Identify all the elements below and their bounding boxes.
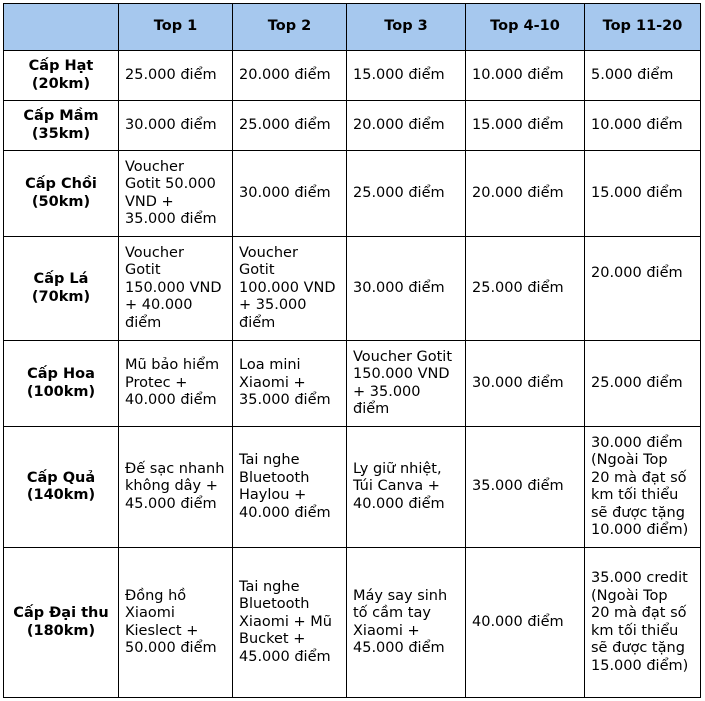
table-cell: 35.000 điểm xyxy=(466,427,585,548)
table-cell: 15.000 điểm xyxy=(347,51,466,101)
tier-label: Cấp Lá (70km) xyxy=(4,237,119,341)
tier-label: Cấp Hoa (100km) xyxy=(4,341,119,427)
table-cell: Voucher Gotit 150.000 VND + 40.000 điểm xyxy=(119,237,233,341)
table-cell: 30.000 điểm xyxy=(233,151,347,237)
table-row xyxy=(4,237,701,341)
table-row xyxy=(4,341,701,427)
header-top-4-10: Top 4-10 xyxy=(466,4,585,51)
table-cell: Tai nghe Bluetooth Xiaomi + Mũ Bucket + 45.000 điểm xyxy=(233,548,347,698)
table-cell: 30.000 điểm xyxy=(347,237,466,341)
table-cell: Ly giữ nhiệt, Túi Canva + 40.000 điểm xyxy=(347,427,466,548)
table-cell: Voucher Gotit 100.000 VND + 35.000 điểm xyxy=(233,237,347,341)
table-cell: 15.000 điểm xyxy=(466,101,585,151)
table-cell: 25.000 điểm xyxy=(466,237,585,341)
table-cell: 25.000 điểm xyxy=(585,341,701,427)
table-cell: 20.000 điểm xyxy=(347,101,466,151)
table-cell: 10.000 điểm xyxy=(466,51,585,101)
table-cell: Tai nghe Bluetooth Haylou + 40.000 điểm xyxy=(233,427,347,548)
table-cell: Máy say sinh tố cầm tay Xiaomi + 45.000 điểm xyxy=(347,548,466,698)
table-row xyxy=(4,548,701,698)
table-row xyxy=(4,101,701,151)
tier-label: Cấp Quả (140km) xyxy=(4,427,119,548)
tier-label: Cấp Chồi (50km) xyxy=(4,151,119,237)
table-cell: 30.000 điểm xyxy=(466,341,585,427)
table-cell: 20.000 điểm xyxy=(233,51,347,101)
table-cell: Đế sạc nhanh không dây + 45.000 điểm xyxy=(119,427,233,548)
table-cell: 40.000 điểm xyxy=(466,548,585,698)
table-cell: 25.000 điểm xyxy=(119,51,233,101)
table-cell: 35.000 credit (Ngoài Top 20 mà đạt số km tối thiểu sẽ được tặng 15.000 điểm) xyxy=(585,548,701,698)
table-cell: Loa mini Xiaomi + 35.000 điểm xyxy=(233,341,347,427)
table-row xyxy=(4,51,701,101)
table-cell: 25.000 điểm xyxy=(347,151,466,237)
table-row xyxy=(4,427,701,548)
header-row xyxy=(4,4,701,51)
tier-label: Cấp Mầm (35km) xyxy=(4,101,119,151)
table-cell: 20.000 điểm xyxy=(466,151,585,237)
header-corner xyxy=(4,4,119,51)
table-cell: 30.000 điểm (Ngoài Top 20 mà đạt số km tối thiểu sẽ được tặng 10.000 điểm) xyxy=(585,427,701,548)
tier-label: Cấp Hạt (20km) xyxy=(4,51,119,101)
table-row xyxy=(4,151,701,237)
table-cell: Đồng hồ Xiaomi Kieslect + 50.000 điểm xyxy=(119,548,233,698)
tier-label: Cấp Đại thu (180km) xyxy=(4,548,119,698)
table-cell: 15.000 điểm xyxy=(585,151,701,237)
reward-table xyxy=(3,3,701,698)
table-cell: 10.000 điểm xyxy=(585,101,701,151)
table-cell: 25.000 điểm xyxy=(233,101,347,151)
header-top-1: Top 1 xyxy=(119,4,233,51)
reward-table-container xyxy=(3,3,701,698)
header-top-11-20: Top 11-20 xyxy=(585,4,701,51)
table-cell: Voucher Gotit 150.000 VND + 35.000 điểm xyxy=(347,341,466,427)
header-top-2: Top 2 xyxy=(233,4,347,51)
table-cell: 5.000 điểm xyxy=(585,51,701,101)
table-cell: 30.000 điểm xyxy=(119,101,233,151)
header-top-3: Top 3 xyxy=(347,4,466,51)
table-cell: Voucher Gotit 50.000 VND + 35.000 điểm xyxy=(119,151,233,237)
table-cell: Mũ bảo hiểm Protec + 40.000 điểm xyxy=(119,341,233,427)
table-cell: 20.000 điểm xyxy=(585,237,701,341)
